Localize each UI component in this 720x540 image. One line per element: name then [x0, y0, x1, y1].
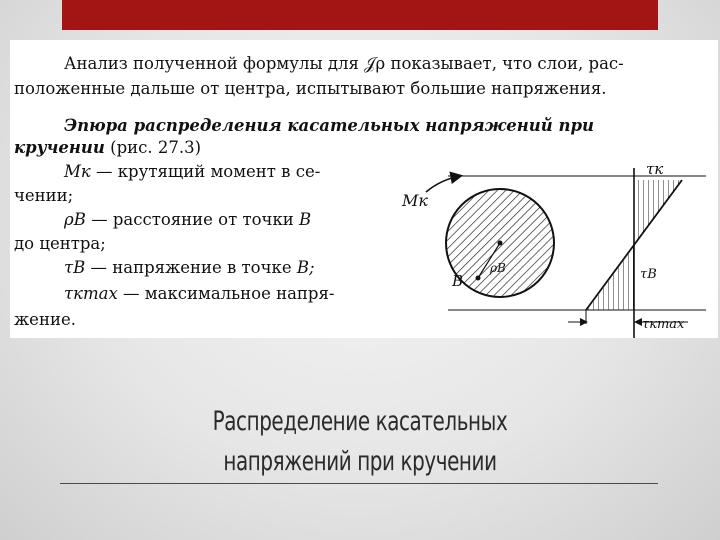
- label-taub: τB: [640, 267, 657, 282]
- def-taumax: [64, 286, 334, 303]
- label-taumax: τкmax: [642, 317, 685, 332]
- para1-line1: Анализ полученной формулы для 𝒥ρ показывает, что слои, рас-: [64, 54, 624, 73]
- slide-title-line2: напряжений при кручении: [223, 446, 497, 477]
- def-tau-text: — напряжение в точке: [90, 258, 292, 277]
- heading-line2-bold: кручении: [14, 138, 105, 157]
- def-rho-symbol: ρB: [64, 210, 86, 229]
- torque-arrow: [426, 176, 460, 192]
- heading-line1: Эпюра распределения касательных напряжений при: [64, 116, 595, 135]
- def-rho-point: B: [299, 210, 312, 229]
- def-rho: [64, 212, 311, 229]
- def-taumax-text: — максимальное напря-: [123, 284, 335, 303]
- slide-title-line1: Распределение касательных: [212, 406, 508, 437]
- top-accent-bar: [62, 0, 658, 30]
- label-mk: Mк: [402, 191, 428, 210]
- def-tau-point: B;: [296, 258, 315, 277]
- def-mk-symbol: Mк: [64, 162, 91, 181]
- label-b: B: [452, 272, 464, 290]
- def-mk-cont: чении;: [14, 186, 74, 205]
- def-mk-text: — крутящий момент в се-: [96, 162, 321, 181]
- def-mk: [64, 164, 320, 181]
- def-taumax-symbol: τкmax: [64, 284, 118, 303]
- def-rho-text: — расстояние от точки: [91, 210, 294, 229]
- label-tauk: τк: [646, 160, 664, 178]
- label-rho: ρB: [490, 261, 506, 275]
- def-rho-cont: до центра;: [14, 234, 106, 253]
- point-b: [476, 276, 481, 281]
- def-tau-symbol: τB: [64, 258, 86, 277]
- def-taumax-cont: жение.: [14, 310, 76, 329]
- bottom-rule: [60, 483, 658, 484]
- para1-line2: положенные дальше от центра, испытывают большие напряжения.: [14, 79, 607, 98]
- def-tau: [64, 260, 315, 277]
- heading-line2: [14, 140, 201, 157]
- stress-distribution-diagram: [388, 138, 706, 338]
- heading-line2-rest: (рис. 27.3): [110, 138, 202, 157]
